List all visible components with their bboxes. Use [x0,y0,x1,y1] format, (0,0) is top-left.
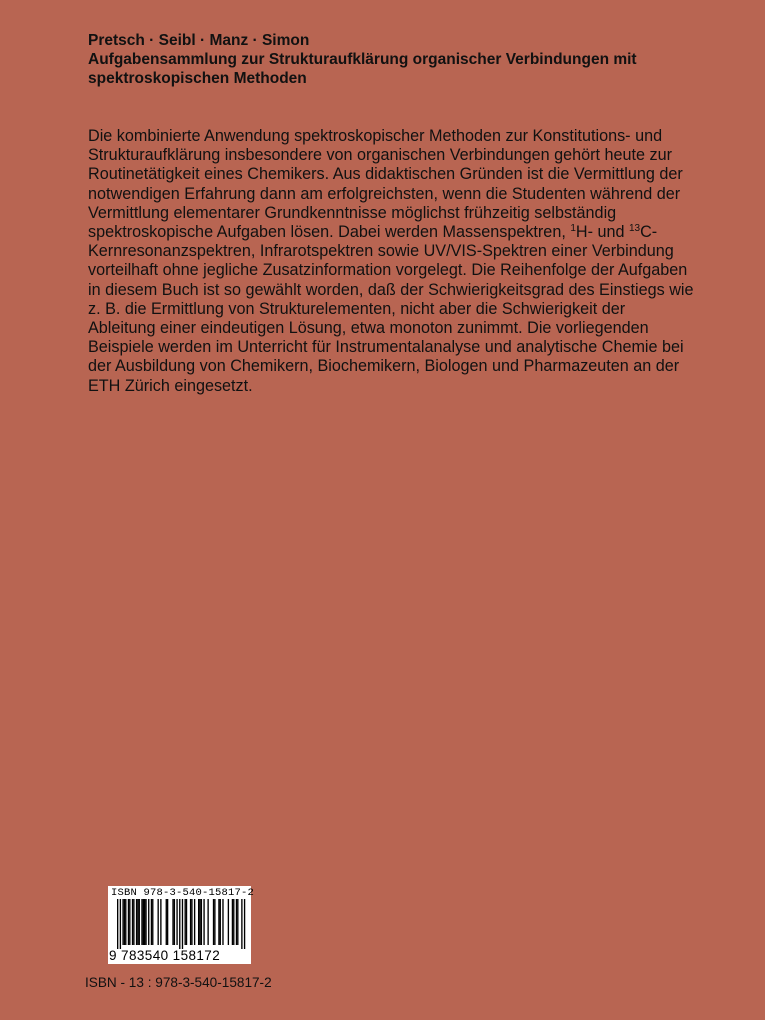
barcode-bar [179,899,180,949]
book-title-line-1: Aufgabensammlung zur Strukturaufklärung organischer Verbindungen mit [88,51,637,68]
blurb-line: Ableitung einer eindeutigen Lösung, etwa monoton zunimmt. Die vorliegenden [88,319,649,338]
barcode-bar [122,899,123,945]
blurb-line: Beispiele werden im Unterricht für Instrumentalanalyse und analytische Chemie bei [88,338,684,357]
barcode-bar [191,899,192,945]
blurb-line: der Ausbildung von Chemikern, Biochemikern, Biologen und Pharmazeuten an der [88,357,680,376]
barcode [108,886,255,964]
barcode-bar [137,899,138,945]
barcode-bar [144,899,145,945]
blurb-line [88,223,698,242]
blurb-line: vorteilhaft ohne jegliche Zusatzinformation vorgelegt. Die Reihenfolge der Aufgaben [88,261,688,280]
header [88,31,728,88]
blurb-line: notwendigen Erfahrung dann am erfolgreichsten, wenn die Studenten während der [88,184,681,203]
barcode-bar [207,899,208,945]
isbn-13-label: ISBN - 13 : 978-3-540-15817-2 [85,975,272,990]
book-title-line-2: spektroskopischen Methoden [88,70,307,87]
barcode-bar [186,899,187,945]
blurb-line: Vermittlung elementarer Grundkenntnisse möglichst frühzeitig selbständig [88,203,617,222]
barcode-bar [182,899,183,949]
barcode-bar [201,899,202,945]
barcode-bar [120,899,121,949]
barcode-bar [158,899,159,945]
barcode-bar [152,899,153,945]
authors: Pretsch · Seibl · Manz · Simon [88,32,310,49]
barcode-bar [172,899,173,945]
blurb-segment: spektroskopische Aufgaben lösen. Dabei werden Massenspektren, [88,223,571,242]
barcode-bar [174,899,175,945]
barcode-bar [218,899,219,945]
barcode-bar [117,899,118,949]
barcode-bar [194,899,195,945]
blurb-line: Kernresonanzspektren, Infrarotspektren sowie UV/VIS-Spektren einer Verbindung [88,242,674,261]
barcode-bar [236,899,237,945]
barcode-bar [148,899,149,945]
barcode-bar [128,899,129,945]
barcode-bar [160,899,161,945]
barcode-bar [124,899,125,945]
superscript-1: 1 [570,223,576,235]
barcode-bar [133,899,134,945]
blurb-line: z. B. die Ermittlung von Strukturelementen, nicht aber die Schwierigkeit der [88,299,626,318]
blurb-segment: C- [640,223,658,242]
barcode-bar [145,899,146,945]
barcode-bar [151,899,152,945]
barcode-bar [233,899,234,945]
barcode-bar [141,899,142,945]
barcode-bar [132,899,133,945]
blurb-line: ETH Zürich eingesetzt. [88,376,253,395]
barcode-bar [166,899,167,945]
barcode-bar [136,899,137,945]
blurb-segment: H- und [575,223,629,242]
barcode-bar [241,899,242,949]
barcode-bar [129,899,130,945]
barcode-bars [108,899,251,949]
barcode-bar [213,899,214,945]
barcode-bar [232,899,233,945]
barcode-bar [167,899,168,945]
barcode-bar [228,899,229,945]
barcode-bar [143,899,144,945]
barcode-isbn-text: ISBN 978-3-540-15817-2 [111,887,255,899]
barcode-bar [139,899,140,945]
barcode-bar [244,899,245,949]
barcode-bar [198,899,199,945]
barcode-bar [203,899,204,945]
blurb-line: Strukturaufklärung insbesondere von organischen Verbindungen gehört heute zur [88,146,673,165]
blurb-line: in diesem Buch ist so gewählt worden, daß der Schwierigkeitsgrad des Einstiegs wie [88,280,694,299]
barcode-bar [214,899,215,945]
blurb-text [88,127,698,396]
barcode-bar [190,899,191,945]
barcode-bar [237,899,238,945]
barcode-bar [185,899,186,945]
barcode-bar [222,899,223,945]
superscript-13: 13 [628,223,641,235]
barcode-bar [176,899,177,945]
barcode-bar [220,899,221,945]
barcode-bar [125,899,126,945]
barcode-digits: 9 783540 158172 [109,948,221,963]
barcode-bar [199,899,200,945]
blurb-line: Routinetätigkeit eines Chemikers. Aus didaktischen Gründen ist die Vermittlung der [88,165,683,184]
blurb-line: Die kombinierte Anwendung spektroskopischer Methoden zur Konstitutions- und [88,127,663,145]
